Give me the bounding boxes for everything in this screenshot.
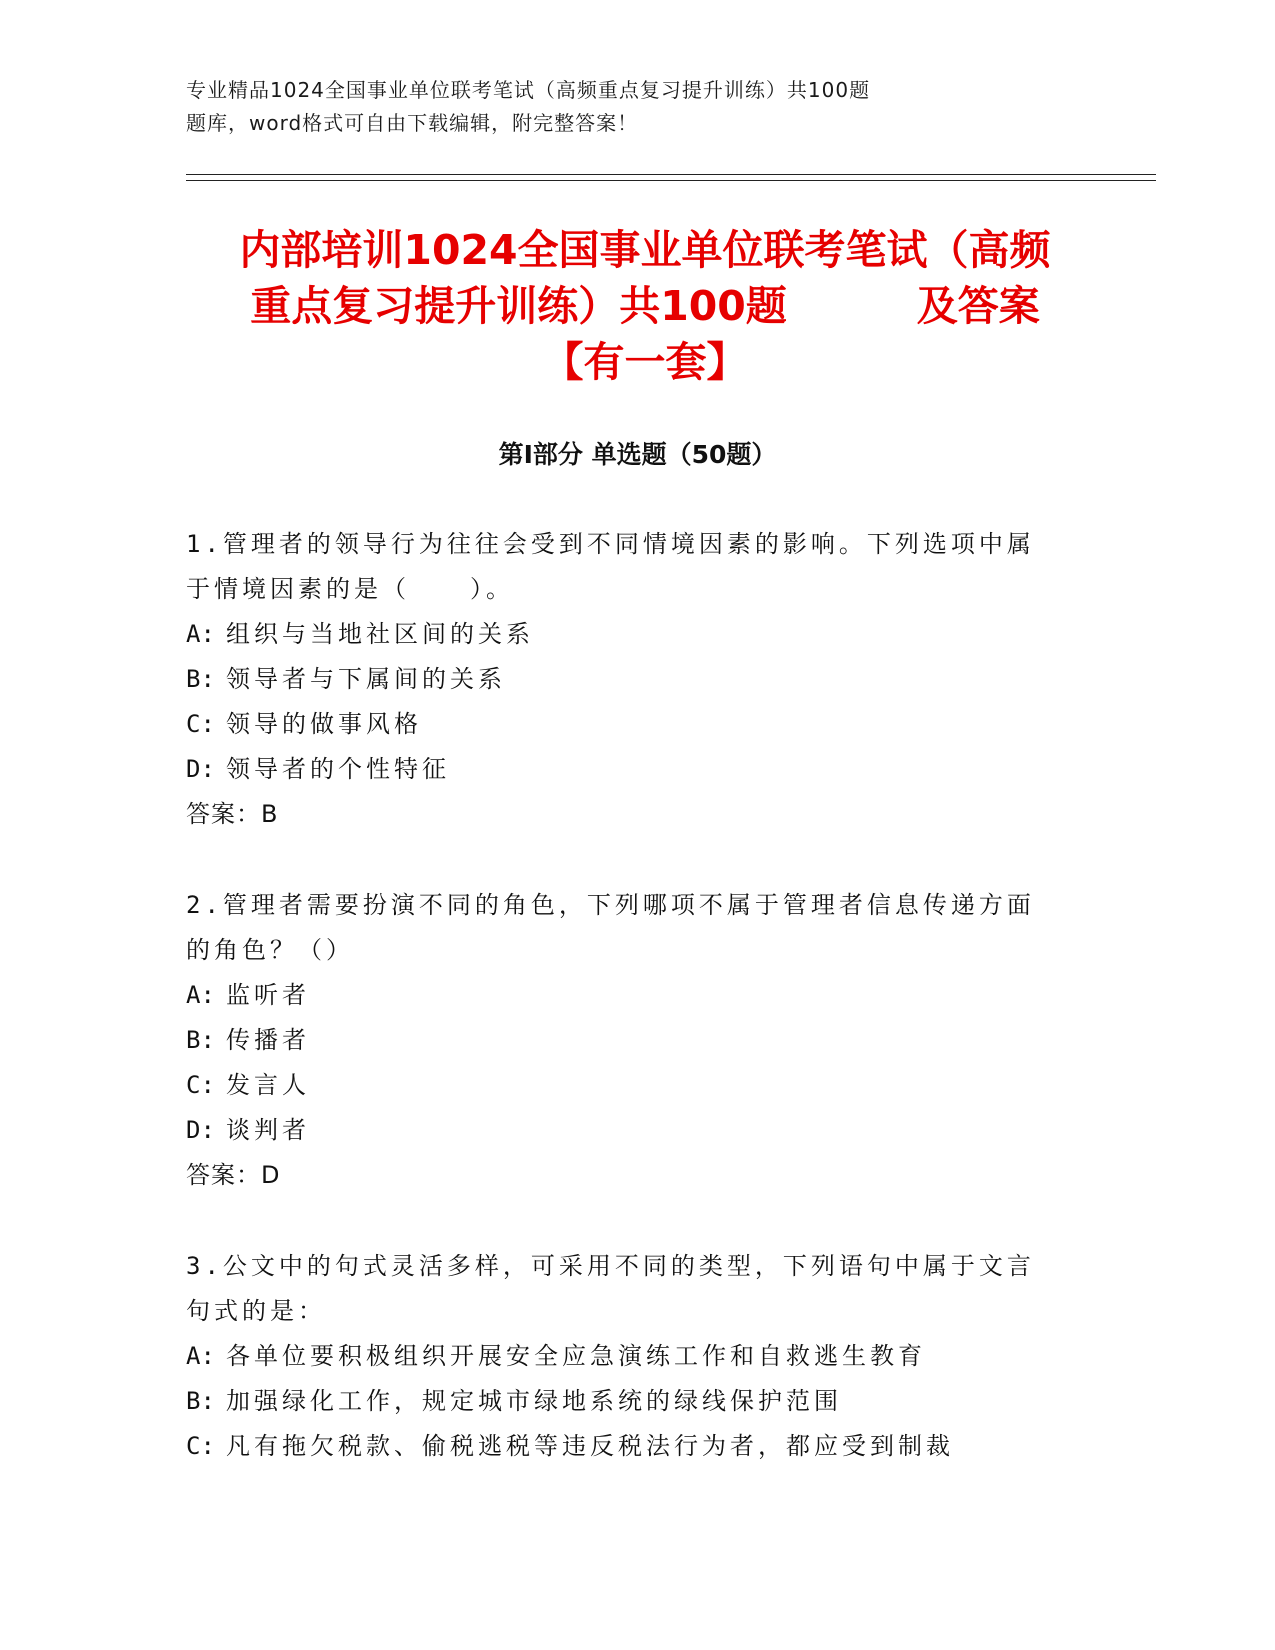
option-a xyxy=(186,612,1066,657)
question-stem-line-1: 2.管理者需要扮演不同的角色，下列哪项不属于管理者信息传递方面 xyxy=(186,891,1035,919)
option-letter: A: xyxy=(186,981,215,1009)
option-c xyxy=(186,702,1066,747)
option-text: 发言人 xyxy=(226,1071,310,1099)
title-line-1: 内部培训1024全国事业单位联考笔试（高频 xyxy=(239,226,1051,274)
question-stem-line-1: 1.管理者的领导行为往往会受到不同情境因素的影响。下列选项中属 xyxy=(186,530,1035,558)
option-text: 领导者的个性特征 xyxy=(226,755,450,783)
title-line-3: 【有一套】 xyxy=(542,338,748,386)
option-d xyxy=(186,747,1066,792)
option-a xyxy=(186,1334,1066,1379)
answer-line: 答案：B xyxy=(186,800,279,828)
option-text: 加强绿化工作，规定城市绿地系统的绿线保护范围 xyxy=(226,1387,842,1415)
question-2 xyxy=(186,883,1066,1198)
question-stem-line-2: 的角色？（） xyxy=(186,936,354,964)
question-list xyxy=(186,522,1066,1515)
option-letter: B: xyxy=(186,1026,215,1054)
question-stem-line-2 xyxy=(186,567,1066,612)
option-letter: C: xyxy=(186,710,215,738)
option-letter: C: xyxy=(186,1432,215,1460)
option-text: 监听者 xyxy=(226,981,310,1009)
question-stem xyxy=(186,522,1066,612)
document-title xyxy=(180,222,1110,390)
question-stem xyxy=(186,1244,1066,1334)
option-text: 领导的做事风格 xyxy=(226,710,422,738)
question-1 xyxy=(186,522,1066,837)
option-c xyxy=(186,1063,1066,1108)
option-b xyxy=(186,1379,1066,1424)
option-b xyxy=(186,657,1066,702)
option-b xyxy=(186,1018,1066,1063)
option-text: 各单位要积极组织开展安全应急演练工作和自救逃生教育 xyxy=(226,1342,926,1370)
title-line-2-part-1: 重点复习提升训练）共100题 xyxy=(250,282,787,330)
option-a xyxy=(186,973,1066,1018)
option-letter: B: xyxy=(186,1387,215,1415)
section-heading: 第Ⅰ部分 单选题（50题） xyxy=(498,440,777,469)
title-line-2-part-2: 及答案 xyxy=(916,282,1040,330)
option-letter: B: xyxy=(186,665,215,693)
question-stem xyxy=(186,883,1066,973)
question-stem-line-1: 3.公文中的句式灵活多样，可采用不同的类型，下列语句中属于文言 xyxy=(186,1252,1035,1280)
option-text: 谈判者 xyxy=(226,1116,310,1144)
option-text: 领导者与下属间的关系 xyxy=(226,665,506,693)
answer-line: 答案：D xyxy=(186,1161,281,1189)
title-line-2 xyxy=(180,278,1110,334)
option-letter: A: xyxy=(186,1342,215,1370)
header-note xyxy=(186,74,1006,140)
question-stem-line-2-part-1: 于情境因素的是（ xyxy=(186,575,410,603)
option-text: 凡有拖欠税款、偷税逃税等违反税法行为者，都应受到制裁 xyxy=(226,1432,954,1460)
question-3 xyxy=(186,1244,1066,1469)
option-letter: A: xyxy=(186,620,215,648)
option-letter: D: xyxy=(186,755,215,783)
option-text: 传播者 xyxy=(226,1026,310,1054)
option-letter: D: xyxy=(186,1116,215,1144)
header-note-line-1: 专业精品1024全国事业单位联考笔试（高频重点复习提升训练）共100题 xyxy=(186,78,871,102)
header-divider-thick xyxy=(186,174,1156,175)
header-note-line-2: 题库，word格式可自由下载编辑，附完整答案！ xyxy=(186,111,639,135)
option-letter: C: xyxy=(186,1071,215,1099)
header-divider-thin xyxy=(186,180,1156,181)
question-stem-line-2-part-2: ）。 xyxy=(470,575,514,603)
option-text: 组织与当地社区间的关系 xyxy=(226,620,534,648)
question-stem-line-2: 句式的是： xyxy=(186,1297,326,1325)
option-c xyxy=(186,1424,1066,1469)
option-d xyxy=(186,1108,1066,1153)
